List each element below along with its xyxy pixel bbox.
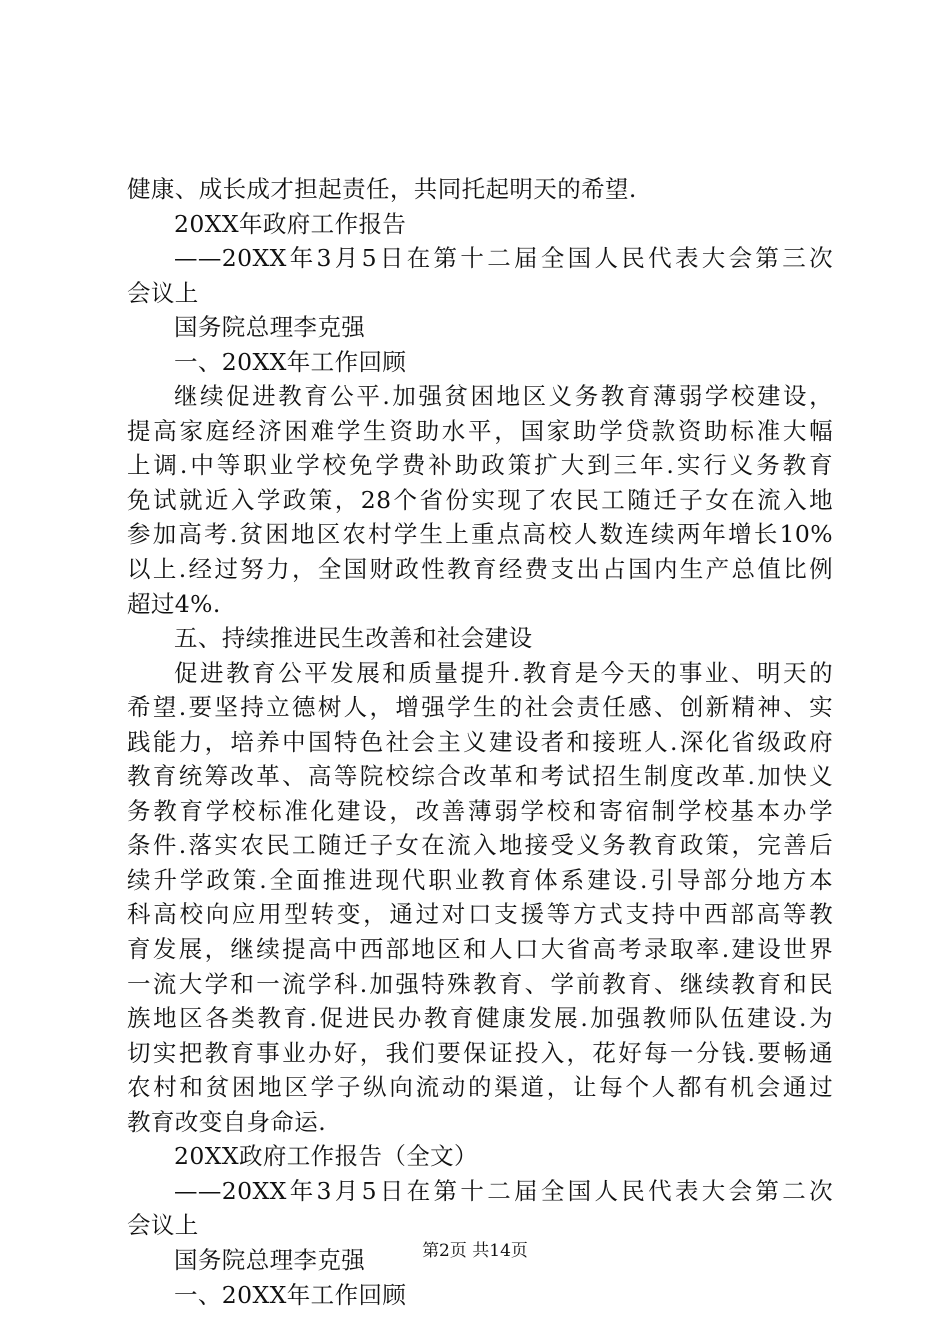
text-line: 教育改变自身命运. [127,1107,327,1136]
text-line: 践能力，培养中国特色社会主义建设者和接班人.深化省级政府 [127,727,833,756]
text-line: 继续促进教育公平.加强贫困地区义务教育薄弱学校建设， [174,382,833,411]
text-line: 超过4%. [127,589,221,618]
text-line: ——20XX年3月5日在第十二届全国人民代表大会第三次 [174,244,833,273]
text-line: 务教育学校标准化建设，改善薄弱学校和寄宿制学校基本办学 [127,796,833,825]
text-line: 族地区各类教育.促进民办教育健康发展.加强教师队伍建设.为 [127,1004,833,1033]
text-line: 一、20XX年工作回顾 [174,1280,407,1309]
text-line: 国务院总理李克强 [174,1245,366,1274]
text-line: 会议上 [127,278,199,307]
text-line: 提高家庭经济困难学生资助水平，国家助学贷款资助标准大幅 [127,416,833,445]
text-line: 条件.落实农民工随迁子女在流入地接受义务教育政策，完善后 [127,831,833,860]
text-line: 续升学政策.全面推进现代职业教育体系建设.引导部分地方本 [127,865,833,894]
text-line: 会议上 [127,1211,199,1240]
text-line: 健康、成长成才担起责任，共同托起明天的希望. [127,175,637,203]
text-line: ——20XX年3月5日在第十二届全国人民代表大会第二次 [174,1176,833,1205]
page-footer: 第2页 共14页 [422,1241,528,1261]
text-line: 上调.中等职业学校免学费补助政策扩大到三年.实行义务教育 [127,451,833,480]
text-line: 教育统筹改革、高等院校综合改革和考试招生制度改革.加快义 [127,762,833,791]
text-line: 促进教育公平发展和质量提升.教育是今天的事业、明天的 [174,658,833,687]
text-line: 切实把教育事业办好，我们要保证投入，花好每一分钱.要畅通 [127,1038,833,1067]
text-line: 育发展，继续提高中西部地区和人口大省高考录取率.建设世界 [127,935,833,964]
text-line: 农村和贫困地区学子纵向流动的渠道，让每个人都有机会通过 [127,1073,833,1102]
text-line: 参加高考.贫困地区农村学生上重点高校人数连续两年增长10% [127,520,833,549]
text-line: 免试就近入学政策，28个省份实现了农民工随迁子女在流入地 [127,485,833,514]
text-line: 希望.要坚持立德树人，增强学生的社会责任感、创新精神、实 [127,693,833,722]
text-line: 20XX政府工作报告（全文） [174,1142,478,1171]
text-line: 五、持续推进民生改善和社会建设 [174,624,533,653]
text-line: 一、20XX年工作回顾 [174,347,407,376]
document-body [127,172,833,1312]
text-line: 国务院总理李克强 [174,313,366,342]
text-line: 一流大学和一流学科.加强特殊教育、学前教育、继续教育和民 [127,969,833,998]
text-line: 以上.经过努力，全国财政性教育经费支出占国内生产总值比例 [127,555,833,584]
text-line: 科高校向应用型转变，通过对口支援等方式支持中西部高等教 [127,900,833,929]
text-line: 20XX年政府工作报告 [174,209,407,238]
